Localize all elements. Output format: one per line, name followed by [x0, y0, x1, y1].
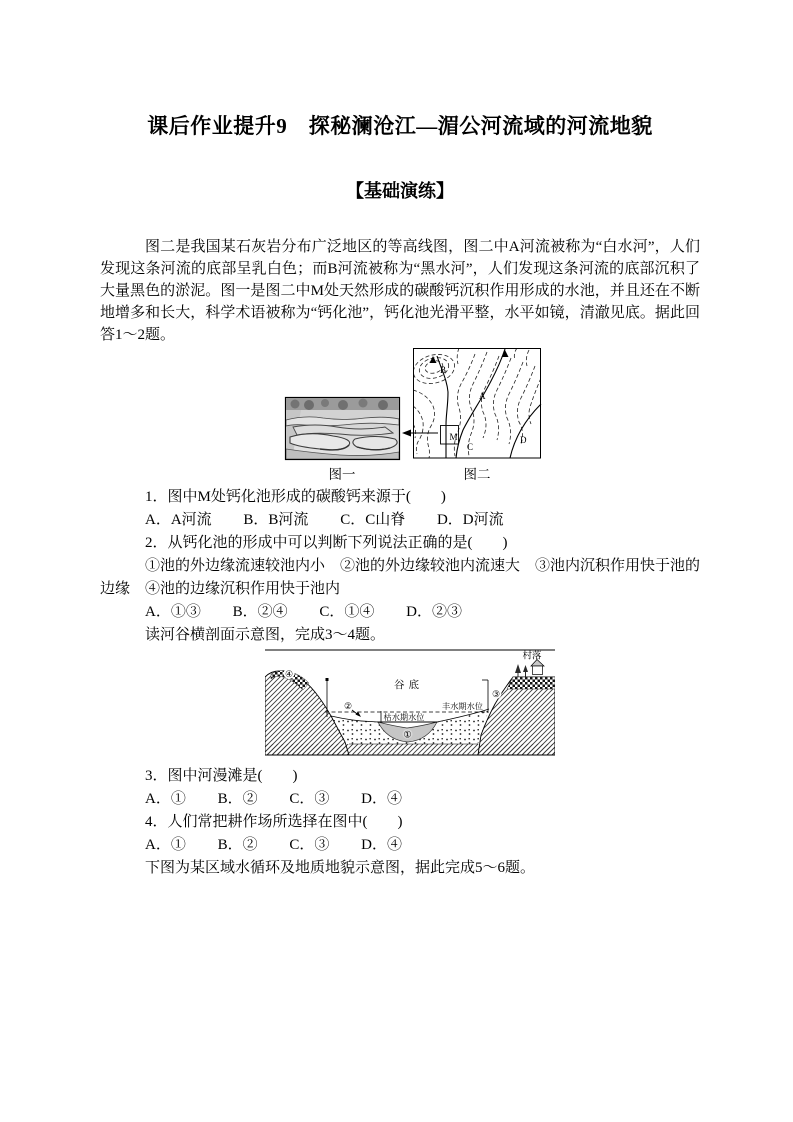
- figure1-caption: 图一: [328, 467, 356, 482]
- figures-canvas: [100, 348, 700, 486]
- option: C．③: [289, 791, 330, 807]
- question-3-stem: 3．图中河漫滩是( ): [145, 768, 298, 784]
- tree-icon: [523, 665, 528, 672]
- option: C．C山脊: [340, 512, 406, 528]
- map-label-c: C: [467, 442, 474, 452]
- option: C．①④: [319, 604, 375, 620]
- figure2-contour-map: [410, 348, 541, 458]
- section-header: 【基础演练】: [346, 181, 454, 201]
- question-2-stem: 2．从钙化池的形成中可以判断下列说法正确的是( ): [145, 535, 508, 551]
- map-label-b: B: [440, 365, 447, 375]
- diagram-label-3: ③: [491, 689, 501, 699]
- option: B．②: [217, 791, 258, 807]
- option: D．②③: [406, 604, 462, 620]
- tree-icon: [515, 664, 521, 673]
- village-icons: [515, 660, 544, 677]
- dry-level-label: 枯水期水位: [383, 713, 425, 722]
- map-label-m: M: [449, 432, 458, 442]
- option: D．D河流: [436, 512, 504, 528]
- option: C．③: [289, 837, 330, 853]
- diagram-label-4: ④: [284, 669, 294, 679]
- question-1-stem: 1．图中M处钙化池形成的碳酸钙来源于( ): [145, 489, 446, 505]
- figure2-caption: 图二: [463, 467, 491, 482]
- option: A．①: [145, 791, 186, 807]
- option: B．②④: [232, 604, 288, 620]
- diagram-label-1: ①: [403, 729, 412, 740]
- option: A．A河流: [145, 512, 212, 528]
- question-2-items: ①池的外边缘流速较池内小 ②池的外边缘较池内流速大 ③池内沉积作用快于池的边缘 ④池的边缘沉积作用快于池内: [100, 558, 701, 597]
- flood-level-label: 丰水期水位: [442, 702, 483, 711]
- option: B．B河流: [243, 512, 309, 528]
- question-3-options: [100, 788, 700, 811]
- map-label-a: A: [479, 391, 486, 401]
- option: D．④: [361, 791, 402, 807]
- page-title: 课后作业提升9 探秘澜沧江—湄公河流域的河流地貌: [147, 114, 653, 138]
- figure1-photo: [286, 398, 400, 460]
- option: D．④: [361, 837, 402, 853]
- option: A．①③: [145, 604, 201, 620]
- arrow-icon: [352, 710, 361, 717]
- question-1-options: [100, 509, 700, 532]
- question-2-options: [100, 601, 700, 624]
- diagram-label-2: ②: [343, 701, 353, 711]
- transition-before-q3: 读河谷横剖面示意图，完成3～4题。: [145, 627, 386, 643]
- transition-after-q4: 下图为某区域水循环及地质地貌示意图，据此完成5～6题。: [145, 860, 536, 876]
- option: A．①: [145, 837, 186, 853]
- intro-paragraph: 图二是我国某石灰岩分布广泛地区的等高线图，图二中A河流被称为“白水河”，人们发现这条河流的底部呈乳白色；而B河流被称为“黑水河”，人们发现这条河流的底部沉积了大量黑色的淤泥。图一是图二中M处天然形成的碳酸钙沉积作用形成的水池，并且还在不断地增多和长大，科学术语被称为“钙化池”，钙化池光滑平整，水平如镜，清澈见底。据此回答1～2题。: [100, 239, 700, 343]
- house-icon: [533, 666, 543, 675]
- map-label-d: D: [520, 435, 527, 445]
- valley-diagram-wrap: [265, 647, 700, 759]
- valley-bottom-label: 谷底: [394, 680, 423, 691]
- village-label: 村落: [522, 651, 542, 662]
- option: B．②: [217, 837, 258, 853]
- right-terrace-band: [507, 677, 555, 689]
- valley-cross-section-diagram: [265, 647, 555, 759]
- figure-row: [100, 348, 700, 486]
- question-4-options: [100, 834, 700, 857]
- question-4-stem: 4．人们常把耕作场所选择在图中( ): [145, 814, 403, 830]
